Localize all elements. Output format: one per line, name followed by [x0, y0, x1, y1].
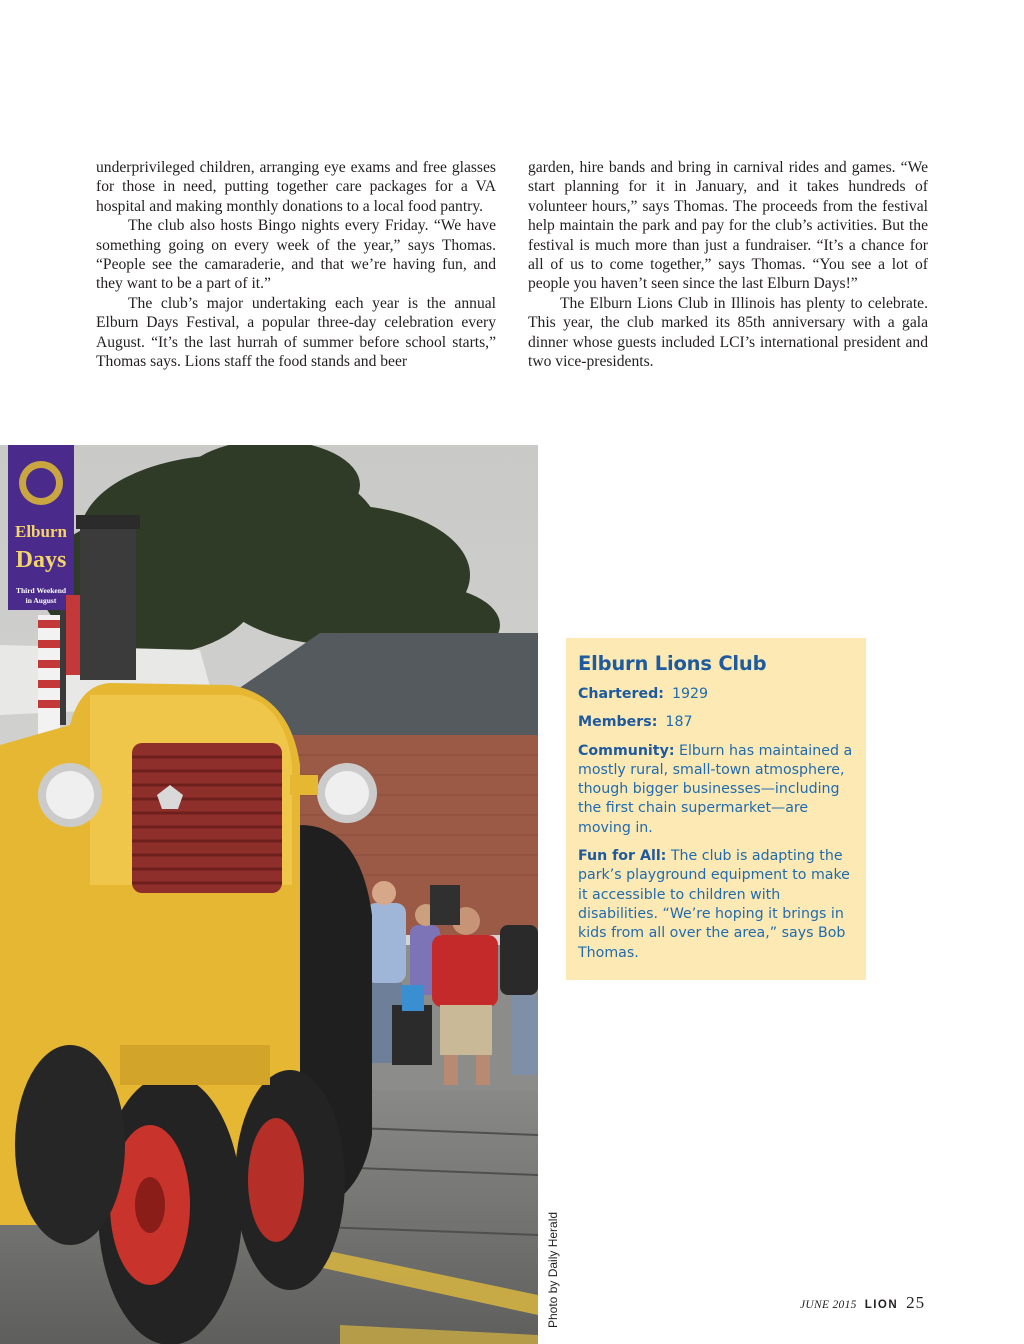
community-text: Elburn has maintained a mostly rural, small-town atmosphere, though bigger businesses—including the first chain supermarket—are moving in.: [578, 742, 853, 836]
club-facts-sidebar: [566, 638, 866, 980]
fun-for-all-fact: [578, 847, 854, 963]
banner-text-days: Days: [15, 547, 67, 573]
article-paragraph: garden, hire bands and bring in carnival rides and games. “We start planning for it in January, and it takes hundreds of volunteer hours,” says Thomas. The proceeds from the festival help maintain the park and pay for the club’s activities. But the festival is much more than just a fundraiser. “It’s a chance for all of us to come together,” says Thomas. “You see a lot of people you haven’t seen since the last Elburn Days!”: [528, 159, 928, 293]
article-column-right: [528, 158, 928, 371]
members-label: Members:: [578, 714, 658, 731]
chartered-value: 1929: [671, 686, 709, 702]
footer-magazine-name: LION: [864, 1299, 899, 1311]
fun-for-all-label: Fun for All:: [578, 848, 667, 865]
community-label: Community:: [578, 742, 675, 759]
members-value: 187: [665, 714, 693, 731]
chartered-label: Chartered:: [578, 686, 664, 702]
elburn-days-banner: [8, 445, 74, 610]
footer-page-number: 25: [906, 1293, 926, 1312]
article-paragraph: The club also hosts Bingo nights every Friday. “We have something going on every week of the year,” says Thomas. “People see the camaraderie, and that we’re having fun, and they want to be a part of it.”: [96, 217, 496, 293]
page-footer: [800, 1293, 925, 1313]
fun-for-all-text: The club is adapting the park’s playground equipment to make it accessible to children with disabilities. “We’re hoping it brings in kids from all over the area,” says Bob Thomas.: [578, 848, 850, 961]
sidebar-title: Elburn Lions Club: [578, 652, 767, 675]
photo-credit: Photo by Daily Herald: [546, 1211, 560, 1328]
chartered-fact: [578, 685, 854, 704]
banner-text-august: in August: [25, 596, 57, 605]
banner-text-weekend: Third Weekend: [15, 586, 67, 595]
footer-issue-date: JUNE 2015: [800, 1299, 857, 1311]
tractor-parade-photo: [0, 445, 538, 1344]
banner-text-elburn: Elburn: [15, 522, 67, 541]
article-paragraph: underprivileged children, arranging eye exams and free glasses for those in need, putting together care packages for a VA hospital and making monthly donations to a local food pantry.: [96, 159, 496, 215]
article-paragraph: The Elburn Lions Club in Illinois has plenty to celebrate. This year, the club marked its 85th anniversary with a gala dinner whose guests included LCI’s international president and two vice-presidents.: [528, 294, 928, 371]
article-column-left: [96, 158, 496, 371]
article-paragraph: The club’s major undertaking each year is the annual Elburn Days Festival, a popular three-day celebration every August. “It’s the last hurrah of summer before school starts,” Thomas says. Lions staff the food stands and beer: [96, 294, 496, 371]
community-fact: [578, 742, 854, 838]
members-fact: [578, 713, 854, 732]
